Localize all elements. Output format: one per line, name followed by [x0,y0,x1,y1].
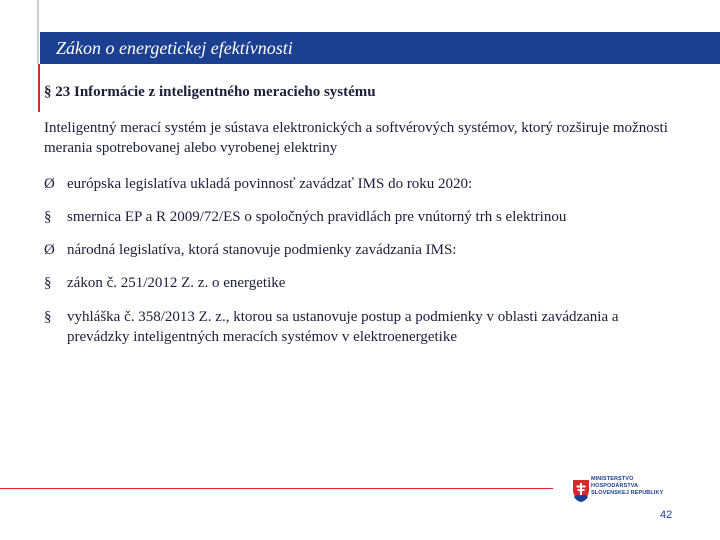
list-item-text: smernica EP a R 2009/72/ES o spoločných pravidlách pre vnútorný trh s elektrinou [67,209,567,225]
list-item-text: vyhláška č. 358/2013 Z. z., ktorou sa ustanovuje postup a podmienky v oblasti zavádzania a prevádzky inteligentných meracích systémov v elektroenergetike [67,309,619,345]
ministry-logo-text [591,476,663,497]
section-bullet-icon: § [44,209,52,225]
page-number: 42 [660,509,673,521]
logo-line: MINISTERSTVO [591,476,634,482]
left-vertical-rule [37,0,39,64]
logo-line: HOSPODÁRSTVA [591,483,639,489]
list-item-text: národná legislatíva, ktorá stanovuje podmienky zavádzania IMS: [67,242,457,258]
list-item-text: európska legislatíva ukladá povinnosť zavádzať IMS do roku 2020: [67,176,473,192]
slovak-coat-of-arms-icon [571,476,591,504]
logo-line: SLOVENSKEJ REPUBLIKY [591,490,664,496]
footer-rule [0,488,553,489]
arrow-bullet-icon: Ø [44,176,55,192]
list-item-text: zákon č. 251/2012 Z. z. o energetike [67,275,286,291]
section-bullet-icon: § [44,309,52,325]
section-heading: § 23 Informácie z inteligentného meracieho systému [44,84,376,100]
slide-title: Zákon o energetickej efektívnosti [56,38,293,58]
arrow-bullet-icon: Ø [44,242,55,258]
section-bullet-icon: § [44,275,52,291]
accent-vertical-rule [38,64,40,112]
intro-paragraph: Inteligentný merací systém je sústava elektronických a softvérových systémov, ktorý rozširuje možnosti merania spotrebovanej alebo vyrobenej elektriny [44,120,668,156]
